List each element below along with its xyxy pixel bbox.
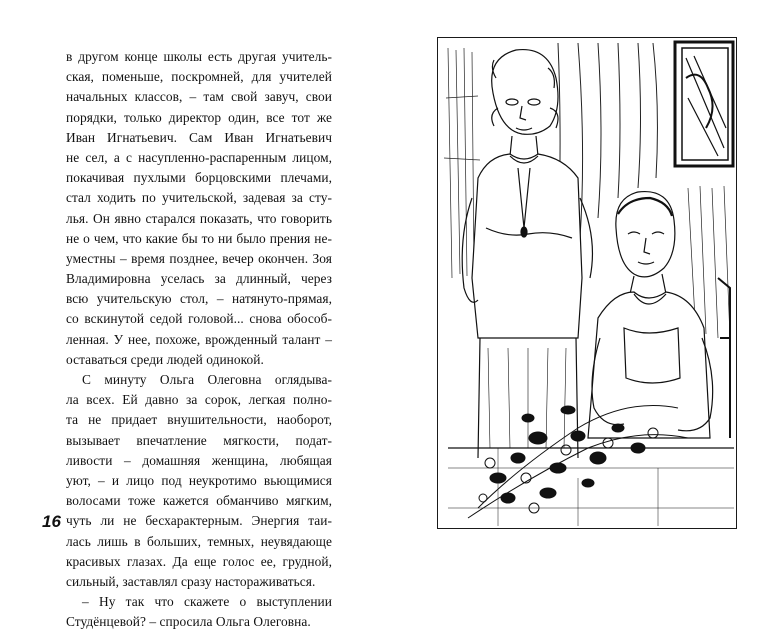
text-line: со вскинутой седой головой... снова обособ-	[66, 311, 332, 327]
text-line: С минуту Ольга Олеговна оглядыва-	[82, 372, 332, 387]
standing-woman	[462, 50, 592, 458]
text-line: в другом конце школы есть другая учитель-	[66, 49, 332, 64]
text-line: ская, поменьше, поскромней, для учителей	[66, 69, 332, 85]
picture-frame	[675, 42, 733, 166]
text-line: волосами тоже кажется обманчиво мягким,	[66, 493, 332, 509]
illustration	[437, 37, 737, 529]
text-line: начальных классов, – там свой завуч, свои	[66, 89, 332, 105]
illustration-drawing	[438, 38, 737, 529]
page-number: 16	[42, 512, 61, 531]
text-line: не сел, а с насупленно-распаренным лицом,	[66, 149, 332, 165]
text-line: лась лишь в больших, темных, неувядающе	[66, 533, 332, 549]
text-line: покачивая пухлыми борцовскими плечами,	[66, 170, 332, 186]
text-line: ленная. У нее, похоже, врожденный талант –	[66, 331, 332, 347]
text-line: чуть ли не бесхарактерным. Энергия таи-	[66, 513, 332, 529]
text-line: стал ходить по учительской, задевая за сту-	[66, 190, 332, 206]
text-line: уместны – время позднее, вечер окончен. Зоя	[66, 250, 332, 266]
text-line: ливости – домашняя женщина, любящая	[66, 452, 332, 468]
left-page	[0, 0, 385, 630]
text-line: – Ну так что скажете о выступлении	[82, 594, 332, 610]
text-line: та не придает внушительности, наоборот,	[66, 412, 332, 428]
text-line: Иван Игнатьевич. Сам Иван Игнатьевич	[66, 129, 332, 145]
text-line: уют, – и лицо под неукротимо вьющимися	[66, 472, 332, 488]
text-line: красивых глазах. Да еще голос ее, грудной,	[66, 553, 332, 569]
text-line: ла всех. Ей давно за сорок, легкая полно-	[66, 392, 332, 408]
text-line: Студёнцевой? – спросила Ольга Олеговна.	[66, 614, 311, 630]
text-line: лья. Он явно старался показать, что говорить	[66, 210, 332, 226]
seated-woman	[588, 192, 730, 438]
text-block	[66, 47, 332, 632]
text-line: не о чем, что какие бы то ни было прения не-	[66, 230, 332, 246]
text-line: оставаться среди людей одинокой.	[66, 351, 264, 367]
text-line: всю учительскую стол, – натянуто-прямая,	[66, 291, 332, 307]
text-line: сильный, заставлял сразу настораживаться.	[66, 573, 316, 589]
text-line: вызывает впечатление мягкости, подат-	[66, 432, 332, 448]
text-line: Владимировна уселась за длинный, через	[66, 271, 332, 287]
text-line: порядки, только директор один, все тот же	[66, 109, 332, 125]
